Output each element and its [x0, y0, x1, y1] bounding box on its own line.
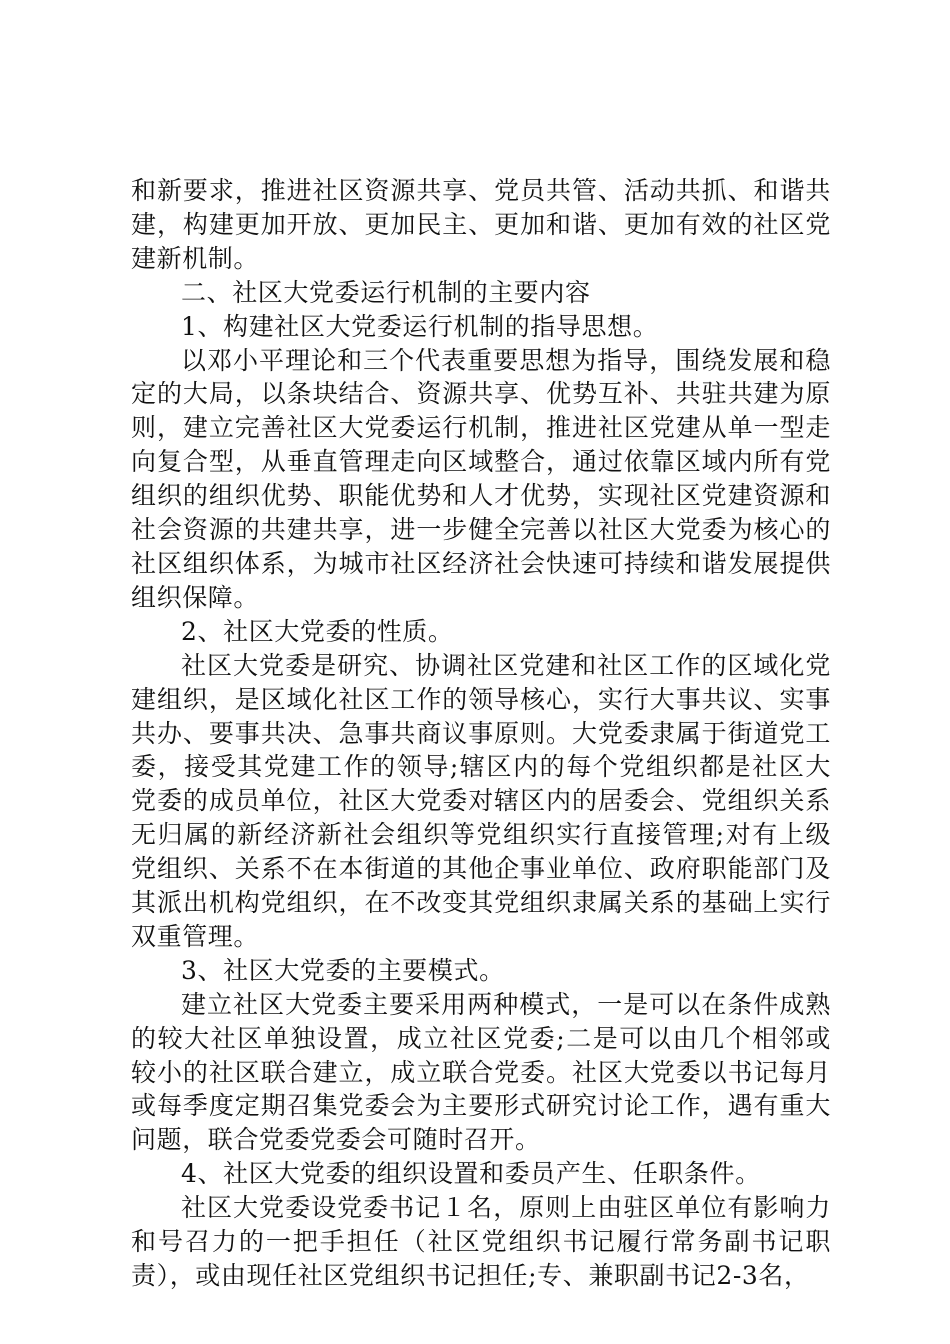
paragraph-main-modes: 建立社区大党委主要采用两种模式，一是可以在条件成熟的较大社区单独设置，成立社区党委;二是可以由几个相邻或较小的社区联合建立，成立联合党委。社区大党委以书记每月或每季度定期召集党委会为主要形式研究讨论工作，遇有重大问题，联合党委党委会可随时召开。 [131, 989, 831, 1155]
subheading-guiding-thought: 1、构建社区大党委运行机制的指导思想。 [181, 311, 659, 341]
paragraph-organization-setup: 社区大党委设党委书记１名，原则上由驻区单位有影响力和号召力的一把手担任（社区党组织书记履行常务副书记职责），或由现任社区党组织书记担任;专、兼职副书记2-3名， [131, 1193, 831, 1290]
document-body [131, 174, 831, 1293]
section-heading-main-content: 二、社区大党委运行机制的主要内容 [181, 277, 591, 307]
subheading-organization-setup: 4、社区大党委的组织设置和委员产生、任职条件。 [181, 1159, 761, 1189]
paragraph-intro-continuation: 和新要求，推进社区资源共享、党员共管、活动共抓、和谐共建，构建更加开放、更加民主、更加和谐、更加有效的社区党建新机制。 [131, 176, 831, 273]
subheading-main-modes: 3、社区大党委的主要模式。 [181, 955, 505, 985]
subheading-nature: 2、社区大党委的性质。 [181, 616, 454, 646]
paragraph-guiding-thought: 以邓小平理论和三个代表重要思想为指导，围绕发展和稳定的大局，以条块结合、资源共享、优势互补、共驻共建为原则，建立完善社区大党委运行机制，推进社区党建从单一型走向复合型，从垂直管理走向区域整合，通过依靠区域内所有党组织的组织优势、职能优势和人才优势，实现社区党建资源和社会资源的共建共享，进一步健全完善以社区大党委为核心的社区组织体系，为城市社区经济社会快速可持续和谐发展提供组织保障。 [131, 345, 831, 612]
paragraph-nature: 社区大党委是研究、协调社区党建和社区工作的区域化党建组织，是区域化社区工作的领导核心，实行大事共议、实事共办、要事共决、急事共商议事原则。大党委隶属于街道党工委，接受其党建工作的领导;辖区内的每个党组织都是社区大党委的成员单位，社区大党委对辖区内的居委会、党组织关系无归属的新经济新社会组织等党组织实行直接管理;对有上级党组织、关系不在本街道的其他企事业单位、政府职能部门及其派出机构党组织，在不改变其党组织隶属关系的基础上实行双重管理。 [131, 650, 831, 951]
